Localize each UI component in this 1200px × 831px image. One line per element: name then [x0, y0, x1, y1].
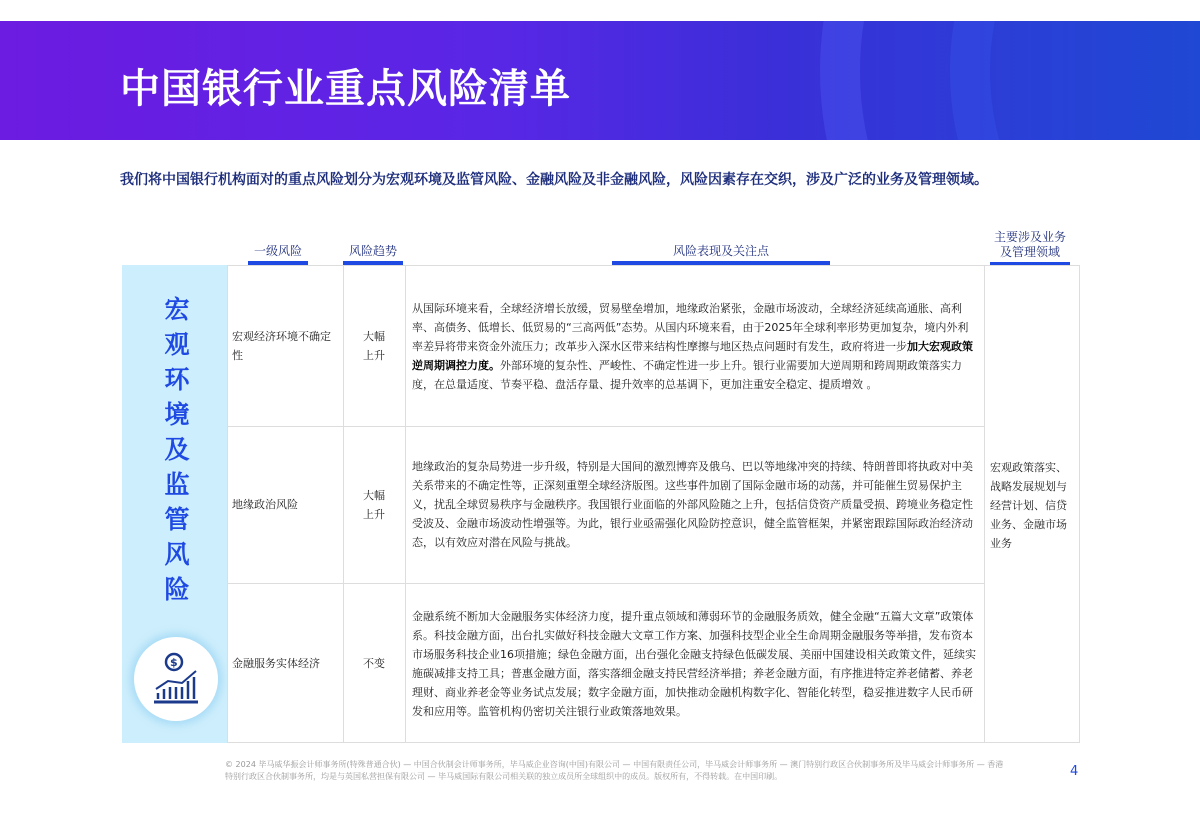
page-number: 4 [1070, 764, 1079, 779]
header-desc: 风险表现及关注点 [612, 244, 830, 265]
table-row-trend: 大幅上升 [363, 330, 385, 362]
decorative-arc [950, 21, 1200, 140]
table-row-desc: 金融系统不断加大金融服务实体经济力度，提升重点领域和薄弱环节的金融服务质效，健全金融“五篇大文章”政策体系。科技金融方面，出台扎实做好科技金融大文章工作方案、加强科技型企业全生命周期金融服务等举措，发布资本市场服务科技企业16项措施；绿色金融方面，出台强化金融支持绿色低碳发展、美丽中国建设相关政策文件，延续实施碳减排支持工具；普惠金融方面，落实落细金融支持民营经济举措；养老金融方面，有序推进特定养老储蓄、养老理财、商业养老金等业务试点发展；数字金融方面，加快推动金融机构数字化、智能化转型，稳妥推进数字人民币研发和应用等。监管机构仍密切关注银行业政策落地效果。 [412, 609, 976, 718]
domain-cell: 宏观政策落实、战略发展规划与经营计划、信贷业务、金融市场业务 [990, 460, 1067, 550]
table-row-trend: 不变 [363, 657, 385, 670]
table-row-desc: 地缘政治的复杂局势进一步升级，特别是大国间的激烈博弈及俄乌、巴以等地缘冲突的持续、特朗普即将执政对中美关系带来的不确定性等，正深刻重塑全球经济版图。这些事件加剧了国际金融市场的动荡，并可能催生贸易保护主义，扰乱全球贸易秩序与金融秩序。我国银行业面临的外部风险随之上升，包括信贷资产质量受损、跨境业务稳定性受波及、金融市场波动性增强等。为此，银行业亟需强化风险防控意识，健全监管框架，并紧密跟踪国际政治经济动态，以有效应对潜在风险与挑战。 [412, 460, 973, 549]
header-trend: 风险趋势 [343, 244, 403, 265]
table-row-trend: 大幅上升 [363, 488, 385, 521]
category-label: 宏观环境及监管风险 [161, 295, 190, 611]
table-row-level1: 金融服务实体经济 [232, 657, 320, 670]
table-row-level1: 地缘政治风险 [232, 498, 298, 511]
intro-text: 我们将中国银行机构面对的重点风险划分为宏观环境及监管风险、金融风险及非金融风险，风险因素存在交织，涉及广泛的业务及管理领域。 [120, 172, 988, 188]
risk-table [227, 265, 1080, 743]
header-domain: 主要涉及业务及管理领域 [990, 230, 1070, 266]
finance-chart-icon [134, 637, 218, 721]
svg-text:$: $ [170, 656, 178, 669]
category-column [122, 265, 227, 743]
table-row-level1: 宏观经济环境不确定性 [232, 330, 331, 362]
title-banner [0, 21, 1200, 140]
header-level1: 一级风险 [248, 244, 308, 265]
footer-copyright: © 2024 毕马威华振会计师事务所(特殊普通合伙) — 中国合伙制会计师事务所，毕马威企业咨询(中国)有限公司 — 中国有限责任公司，毕马威会计师事务所 — 澳门特别行政区合伙制事务所及毕马威会计师事务所 — 香港特别行政区合伙制事务所，均是与英国私营担保有限公司 — 毕马威国际有限公司相关联的独立成员所全球组织中的成员。版权所有，不得转载。在中国印刷。 [225, 760, 1004, 781]
page-title: 中国银行业重点风险清单 [120, 66, 571, 112]
table-row-desc: 从国际环境来看，全球经济增长放缓，贸易壁垒增加，地缘政治紧张，金融市场波动，全球经济延续高通胀、高利率、高债务、低增长、低贸易的“三高两低”态势。从国内环境来看，由于2025年全球利率形势更加复杂，境内外利率差异将带来资金外流压力；改革步入深水区带来结构性摩擦与地区热点问题时有发生，政府将进一步加大宏观政策逆周期调控力度。外部环境的复杂性、严峻性、不确定性进一步上升。银行业需要加大逆周期和跨周期政策落实力度，在总量适度、节奏平稳、盘活存量、提升效率的总基调下，更加注重安全稳定、提质增效 。 [412, 301, 973, 391]
